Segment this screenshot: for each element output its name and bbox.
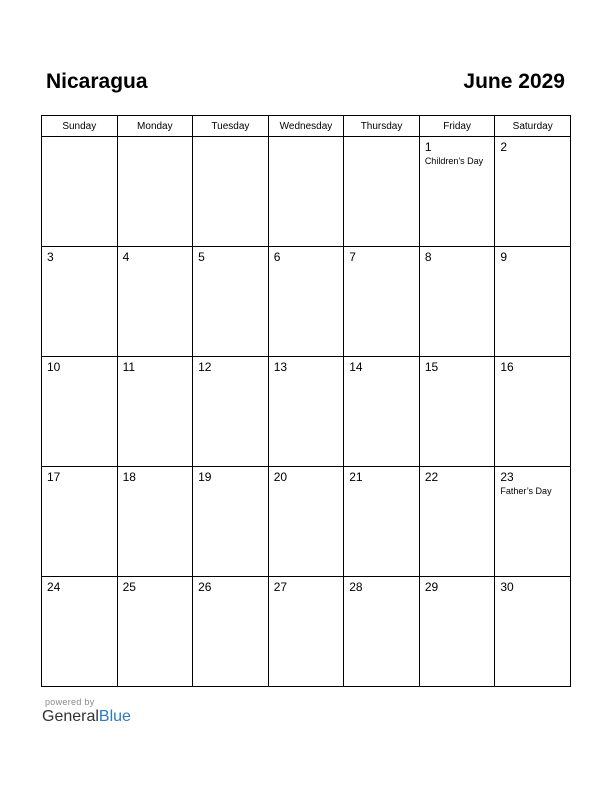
- holiday-label: [269, 484, 344, 485]
- weekday-header: Monday: [117, 116, 193, 137]
- day-cell: [419, 357, 495, 467]
- day-cell: [268, 137, 344, 247]
- holiday-label: [269, 374, 344, 375]
- day-cell: [344, 577, 420, 687]
- day-cell: [117, 137, 193, 247]
- week-row: [42, 137, 571, 247]
- holiday-label: [420, 484, 495, 485]
- day-cell: [344, 467, 420, 577]
- holiday-label: [420, 264, 495, 265]
- holiday-label: [118, 594, 193, 595]
- day-cell: [495, 357, 571, 467]
- day-cell: [344, 357, 420, 467]
- logo-text-general: General: [42, 708, 99, 725]
- holiday-label: [344, 484, 419, 485]
- day-cell: [193, 467, 269, 577]
- day-cell: [117, 357, 193, 467]
- day-number: 16: [500, 360, 514, 374]
- holiday-label: [42, 140, 117, 141]
- day-number: 15: [424, 360, 439, 374]
- day-cell: [495, 247, 571, 357]
- day-cell: [495, 467, 571, 577]
- holiday-label: [193, 140, 268, 141]
- day-cell: [419, 467, 495, 577]
- weekday-header: Saturday: [495, 116, 571, 137]
- day-cell: [344, 137, 420, 247]
- month-year-title: June 2029: [463, 70, 565, 93]
- day-cell: [193, 247, 269, 357]
- day-cell: [42, 137, 118, 247]
- day-cell: [117, 247, 193, 357]
- holiday-label: [420, 374, 495, 375]
- day-number: 3: [47, 250, 54, 264]
- weekday-header: Sunday: [42, 116, 118, 137]
- holiday-label: [42, 594, 117, 595]
- day-number: 7: [349, 250, 356, 264]
- holiday-label: [118, 484, 193, 485]
- logo-text-blue: Blue: [98, 708, 131, 725]
- day-number: 17: [47, 470, 61, 484]
- holiday-label: [118, 140, 193, 141]
- holiday-label: [193, 264, 268, 265]
- day-number: 30: [500, 580, 514, 594]
- day-number: 14: [349, 360, 363, 374]
- day-number: 4: [122, 250, 130, 264]
- day-cell: [42, 467, 118, 577]
- day-cell: [117, 577, 193, 687]
- calendar-grid: [41, 115, 571, 687]
- week-row: [42, 467, 571, 577]
- holiday-label: [495, 264, 570, 265]
- holiday-label: [344, 374, 419, 375]
- day-number: 21: [349, 470, 363, 484]
- weekday-header: Thursday: [344, 116, 420, 137]
- holiday-label: [193, 374, 268, 375]
- week-row: [42, 577, 571, 687]
- day-number: 26: [198, 580, 212, 594]
- day-number: 10: [47, 360, 61, 374]
- holiday-label: [193, 484, 268, 485]
- holiday-label: [269, 264, 344, 265]
- day-cell: [419, 247, 495, 357]
- day-cell: [268, 247, 344, 357]
- holiday-label: [118, 374, 193, 375]
- day-number: 18: [122, 470, 136, 484]
- day-number: 1: [424, 140, 432, 154]
- weekday-header: Tuesday: [193, 116, 269, 137]
- day-cell: [42, 577, 118, 687]
- holiday-label: [42, 374, 117, 375]
- day-number: 8: [424, 250, 432, 264]
- day-cell: [495, 137, 571, 247]
- holiday-label: [269, 594, 344, 595]
- day-cell: [42, 357, 118, 467]
- holiday-label: [344, 264, 419, 265]
- day-number: 5: [198, 250, 205, 264]
- country-title: Nicaragua: [46, 70, 148, 93]
- holiday-label: [344, 140, 419, 141]
- day-number: 25: [122, 580, 136, 594]
- generalblue-logo: [42, 708, 131, 726]
- holiday-label: [495, 594, 570, 595]
- day-cell: [193, 137, 269, 247]
- day-number: 13: [273, 360, 288, 374]
- day-cell: [193, 357, 269, 467]
- holiday-label: [269, 140, 344, 141]
- day-number: 19: [198, 470, 212, 484]
- holiday-label: [118, 264, 193, 265]
- day-cell: [268, 467, 344, 577]
- holiday-label: Father’s Day: [500, 486, 552, 496]
- day-number: 2: [500, 140, 508, 154]
- holiday-label: [193, 594, 268, 595]
- day-cell: [42, 247, 118, 357]
- day-number: 23: [500, 470, 514, 484]
- holiday-label: [495, 374, 570, 375]
- week-row: [42, 357, 571, 467]
- day-number: 11: [122, 360, 136, 374]
- weekday-header: Wednesday: [268, 116, 344, 137]
- holiday-label: [42, 264, 117, 265]
- weekday-header: Friday: [419, 116, 495, 137]
- day-number: 9: [500, 250, 508, 264]
- day-number: 27: [273, 580, 288, 594]
- day-number: 12: [198, 360, 212, 374]
- day-number: 24: [47, 580, 61, 594]
- calendar-body: [42, 137, 571, 687]
- day-number: 6: [273, 250, 281, 264]
- day-number: 29: [424, 580, 439, 594]
- day-number: 20: [273, 470, 288, 484]
- holiday-label: [420, 594, 495, 595]
- day-number: 22: [424, 470, 439, 484]
- day-cell: [193, 577, 269, 687]
- holiday-label: [42, 484, 117, 485]
- day-cell: [419, 577, 495, 687]
- holiday-label: [344, 594, 419, 595]
- powered-by-label: powered by: [45, 697, 95, 707]
- day-cell: [268, 357, 344, 467]
- day-cell: [419, 137, 495, 247]
- day-cell: [495, 577, 571, 687]
- holiday-label: Children’s Day: [424, 156, 484, 166]
- day-cell: [344, 247, 420, 357]
- day-cell: [117, 467, 193, 577]
- week-row: [42, 247, 571, 357]
- day-cell: [268, 577, 344, 687]
- weekday-header-row: [42, 116, 571, 137]
- holiday-label: [495, 154, 570, 155]
- day-number: 28: [349, 580, 363, 594]
